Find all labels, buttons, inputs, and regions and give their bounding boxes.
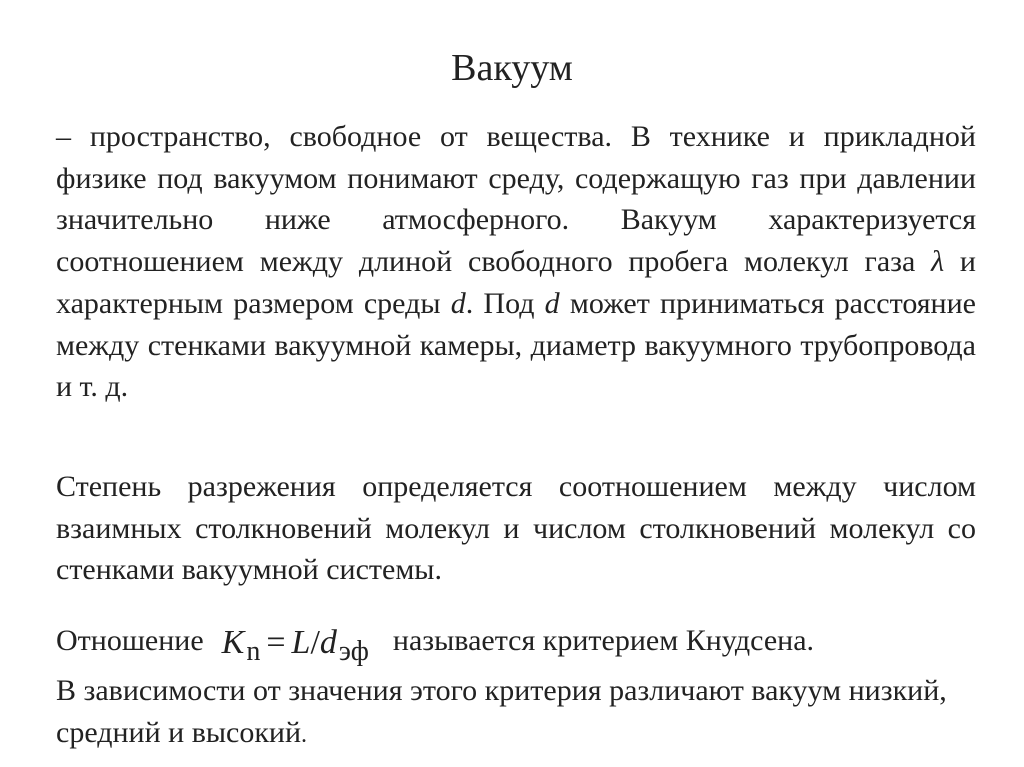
- definition-text-2: и характерным размером среды: [56, 245, 976, 320]
- formula-d: d: [319, 624, 337, 661]
- definition-text-4: может приниматься расстояние между стенками вакуумной камеры, диаметр вакуумного трубопровода и т. д.: [56, 286, 976, 404]
- formula-k: K: [221, 624, 245, 661]
- formula-slash: /: [310, 624, 320, 661]
- knudsen-tail: называется критерием Кнудсена.: [392, 624, 815, 657]
- vacuum-levels-text: В зависимости от значения этого критерия различают вакуум низкий, средний и высокий: [56, 674, 947, 749]
- definition-text-3: . Под: [465, 286, 545, 320]
- vacuum-levels-end-dot: .: [301, 721, 308, 748]
- d-symbol: d: [450, 286, 466, 320]
- slide-title: Вакуум: [451, 47, 573, 89]
- knudsen-paragraph: [56, 620, 976, 756]
- d-symbol-2: d: [544, 286, 560, 320]
- formula-k-subscript: n: [246, 636, 261, 667]
- definition-paragraph: [56, 116, 976, 408]
- knudsen-formula: [222, 625, 369, 670]
- formula-d-subscript: эф: [338, 636, 369, 667]
- formula-equals: =: [266, 624, 286, 661]
- definition-text-1: – пространство, свободное от вещества. В технике и прикладной физике под вакуумом понимают среду, содержащую газ при давлении значительно ниже атмосферного. Вакуум характеризуется соотношением между длиной свободного пробега молекул газа: [56, 120, 976, 279]
- knudsen-lead: Отношение: [56, 624, 204, 657]
- rarefaction-paragraph: Степень разрежения определяется соотношением между числом взаимных столкновений молекул и числом столкновений молекул со стенками вакуумной системы.: [56, 470, 976, 587]
- lambda-symbol: λ: [931, 245, 945, 279]
- formula-l: L: [291, 624, 311, 661]
